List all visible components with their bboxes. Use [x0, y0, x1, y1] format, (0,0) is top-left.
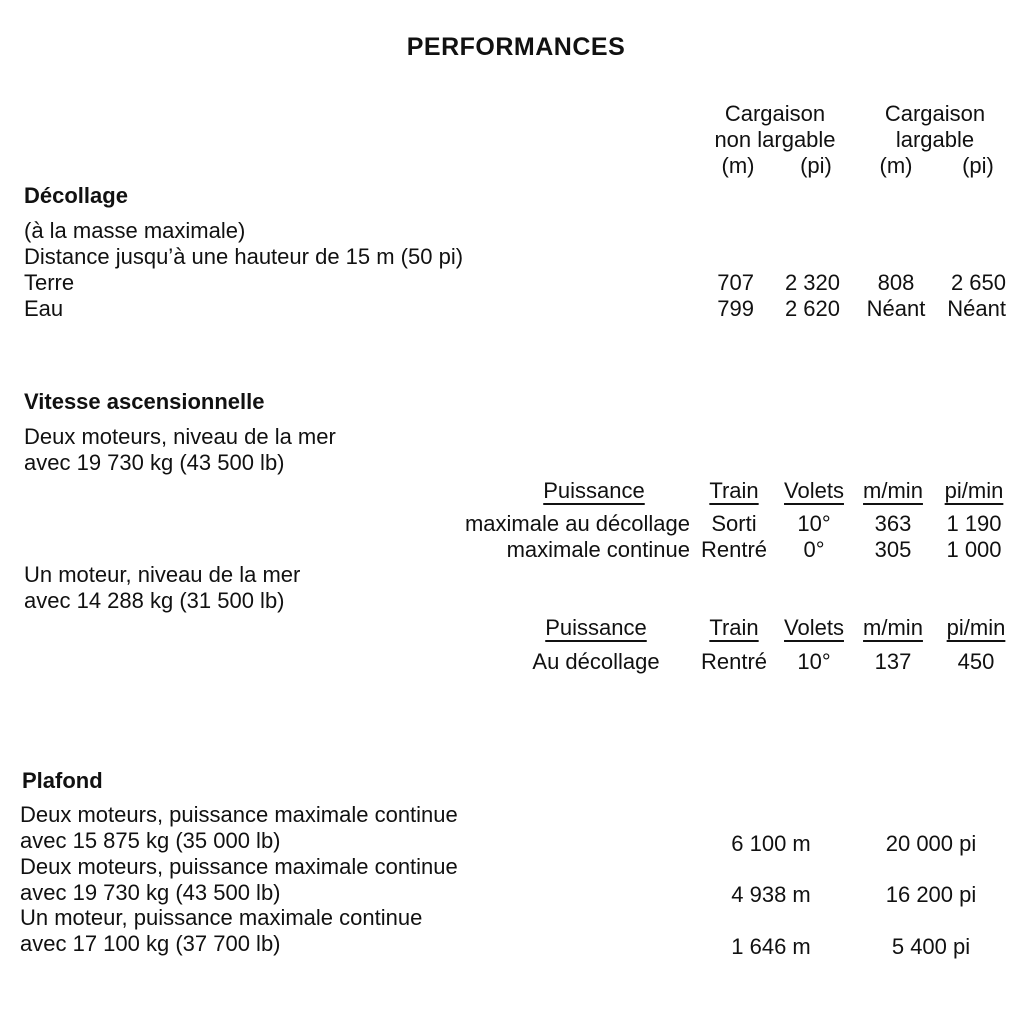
- col-header-puissance: Puissance: [545, 615, 647, 640]
- col-header-pi-min: pi/min: [944, 478, 1004, 503]
- plafond-value-m: 4 938 m: [731, 882, 811, 907]
- decollage-distance-label: Distance jusqu’à une hauteur de 15 m (50 pi): [24, 244, 464, 269]
- climb-puissance: maximale continue: [506, 537, 690, 562]
- climb-volets: 0°: [803, 537, 825, 562]
- plafond-config: Un moteur, puissance maximale continue: [20, 905, 423, 930]
- takeoff-value: 2 320: [784, 270, 840, 295]
- col-header-volets: Volets: [784, 615, 844, 640]
- header-non-largable-line1: Cargaison: [724, 101, 826, 126]
- climb-m-min: 363: [874, 511, 912, 536]
- plafond-mass: avec 19 730 kg (43 500 lb): [20, 880, 281, 905]
- climb-train: Sorti: [711, 511, 757, 536]
- plafond-value-pi: 20 000 pi: [885, 831, 977, 856]
- takeoff-value: Néant: [947, 296, 1006, 321]
- climb-pi-min: 450: [957, 649, 995, 674]
- plafond-value-pi: 5 400 pi: [891, 934, 971, 959]
- takeoff-row-label: Terre: [24, 270, 75, 295]
- takeoff-value: 2 650: [950, 270, 1006, 295]
- col-header-volets: Volets: [784, 478, 844, 503]
- plafond-mass: avec 17 100 kg (37 700 lb): [20, 931, 281, 956]
- decollage-note: (à la masse maximale): [24, 218, 246, 243]
- takeoff-value: 799: [717, 296, 754, 321]
- takeoff-value: 2 620: [784, 296, 840, 321]
- takeoff-row-label: Eau: [24, 296, 64, 321]
- header-largable-line1: Cargaison: [884, 101, 986, 126]
- col-header-m-min: m/min: [863, 615, 923, 640]
- climb-puissance: Au décollage: [532, 649, 660, 674]
- climb-volets: 10°: [797, 511, 831, 536]
- climb-pi-min: 1 190: [946, 511, 1002, 536]
- header-non-largable-line2: non largable: [714, 127, 836, 152]
- section-heading-decollage: Décollage: [24, 183, 128, 208]
- plafond-config: Deux moteurs, puissance maximale continue: [20, 854, 458, 879]
- climb-m-min: 137: [874, 649, 912, 674]
- page-title: PERFORMANCES: [406, 33, 626, 61]
- climb-m-min: 305: [874, 537, 912, 562]
- takeoff-value: Néant: [866, 296, 926, 321]
- col-header-puissance: Puissance: [543, 478, 645, 503]
- section-heading-plafond: Plafond: [22, 768, 103, 793]
- climb-train: Rentré: [700, 649, 768, 674]
- climb-pi-min: 1 000: [946, 537, 1002, 562]
- takeoff-value: 707: [717, 270, 754, 295]
- climb-train: Rentré: [700, 537, 768, 562]
- section-heading-vitesse: Vitesse ascensionnelle: [24, 389, 265, 414]
- plafond-mass: avec 15 875 kg (35 000 lb): [20, 828, 281, 853]
- header-largable-line2: largable: [895, 127, 975, 152]
- plafond-value-pi: 16 200 pi: [885, 882, 977, 907]
- plafond-value-m: 1 646 m: [731, 934, 811, 959]
- col-header-train: Train: [709, 615, 759, 640]
- plafond-value-m: 6 100 m: [731, 831, 811, 856]
- col-header-m-min: m/min: [863, 478, 923, 503]
- col-header-train: Train: [709, 478, 759, 503]
- un-moteur-label: Un moteur, niveau de la mer: [24, 562, 301, 587]
- deux-moteurs-label: Deux moteurs, niveau de la mer: [24, 424, 336, 449]
- header-unit-pi: (pi): [800, 153, 832, 178]
- header-unit-m: (m): [721, 153, 755, 178]
- header-unit-pi: (pi): [962, 153, 994, 178]
- takeoff-value: 808: [877, 270, 915, 295]
- col-header-pi-min: pi/min: [946, 615, 1006, 640]
- un-moteur-mass: avec 14 288 kg (31 500 lb): [24, 588, 285, 613]
- climb-puissance: maximale au décollage: [464, 511, 690, 536]
- header-unit-m: (m): [879, 153, 913, 178]
- deux-moteurs-mass: avec 19 730 kg (43 500 lb): [24, 450, 285, 475]
- climb-volets: 10°: [797, 649, 831, 674]
- plafond-config: Deux moteurs, puissance maximale continue: [20, 802, 458, 827]
